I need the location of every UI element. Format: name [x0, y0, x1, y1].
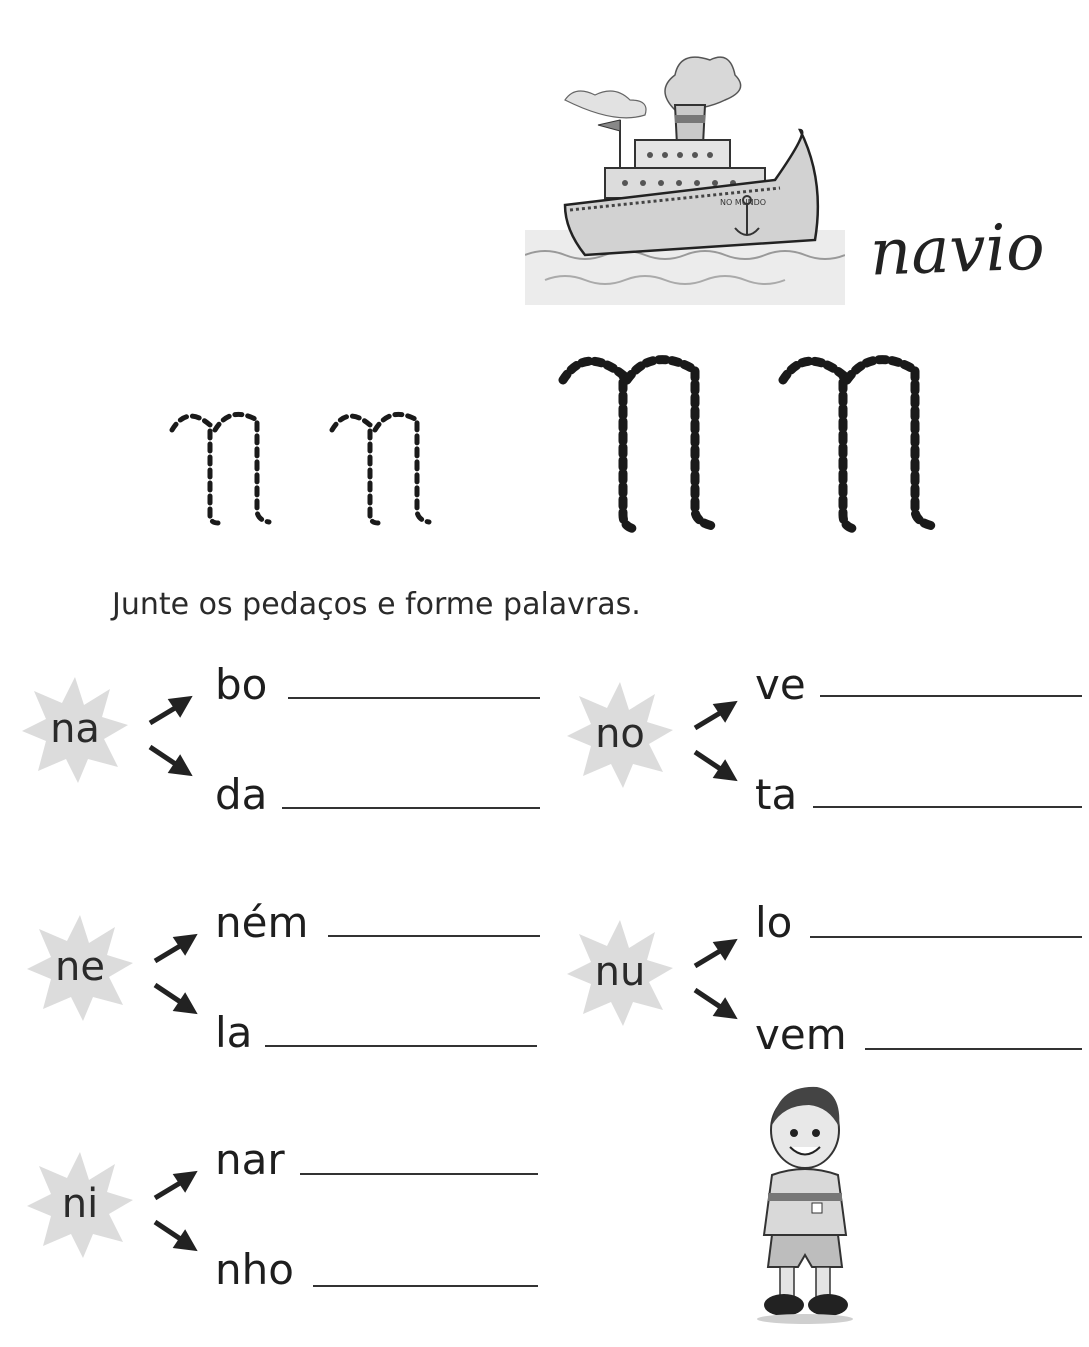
syllable-group-no: [565, 660, 1089, 820]
answer-line[interactable]: [810, 936, 1082, 938]
split-arrows-icon: [685, 928, 745, 1028]
answer-line[interactable]: [328, 935, 540, 937]
split-arrows-icon: [685, 690, 745, 790]
split-arrows-icon: [140, 685, 200, 785]
syllable-ending: la: [215, 1008, 253, 1057]
answer-line[interactable]: [288, 697, 540, 699]
ship-illustration: [525, 40, 845, 305]
syllable-ending: vem: [755, 1010, 847, 1059]
answer-line[interactable]: [865, 1048, 1082, 1050]
syllable-ending: nho: [215, 1245, 294, 1294]
trace-letter-small-2: [332, 414, 429, 523]
answer-line[interactable]: [820, 695, 1082, 697]
ship-hull-text: NO MUNDO: [720, 198, 767, 207]
instruction-text: Junte os pedaços e forme palavras.: [112, 587, 641, 622]
answer-line[interactable]: [300, 1173, 538, 1175]
syllable-ending: bo: [215, 660, 268, 709]
syllable-label: ne: [55, 944, 105, 990]
syllable-group-nu: [565, 898, 1089, 1058]
syllable-ending: ném: [215, 898, 309, 947]
syllable-ending: da: [215, 770, 268, 819]
trace-letter-large-2: [783, 360, 933, 529]
syllable-group-ni: [25, 1130, 565, 1294]
answer-line[interactable]: [282, 807, 540, 809]
syllable-label: na: [50, 706, 100, 752]
trace-letter-large-1: [563, 360, 713, 529]
split-arrows-icon: [145, 923, 205, 1023]
syllable-ending: nar: [215, 1135, 285, 1184]
trace-letter-small-1: [172, 414, 269, 523]
split-arrows-icon: [145, 1160, 205, 1260]
syllable-ending: ve: [755, 660, 806, 709]
answer-line[interactable]: [813, 806, 1082, 808]
syllable-label: nu: [594, 949, 646, 995]
syllable-label: ni: [61, 1181, 99, 1227]
letter-tracing-row: [160, 340, 960, 540]
syllable-ending: ta: [755, 770, 798, 819]
syllable-group-ne: [25, 893, 565, 1057]
syllable-ending: lo: [755, 898, 793, 947]
syllable-group-na: [20, 655, 560, 819]
ship-label: navio: [868, 210, 1046, 291]
answer-line[interactable]: [313, 1285, 538, 1287]
answer-line[interactable]: [265, 1045, 537, 1047]
syllable-label: no: [595, 711, 645, 757]
boy-illustration: [750, 1085, 860, 1325]
